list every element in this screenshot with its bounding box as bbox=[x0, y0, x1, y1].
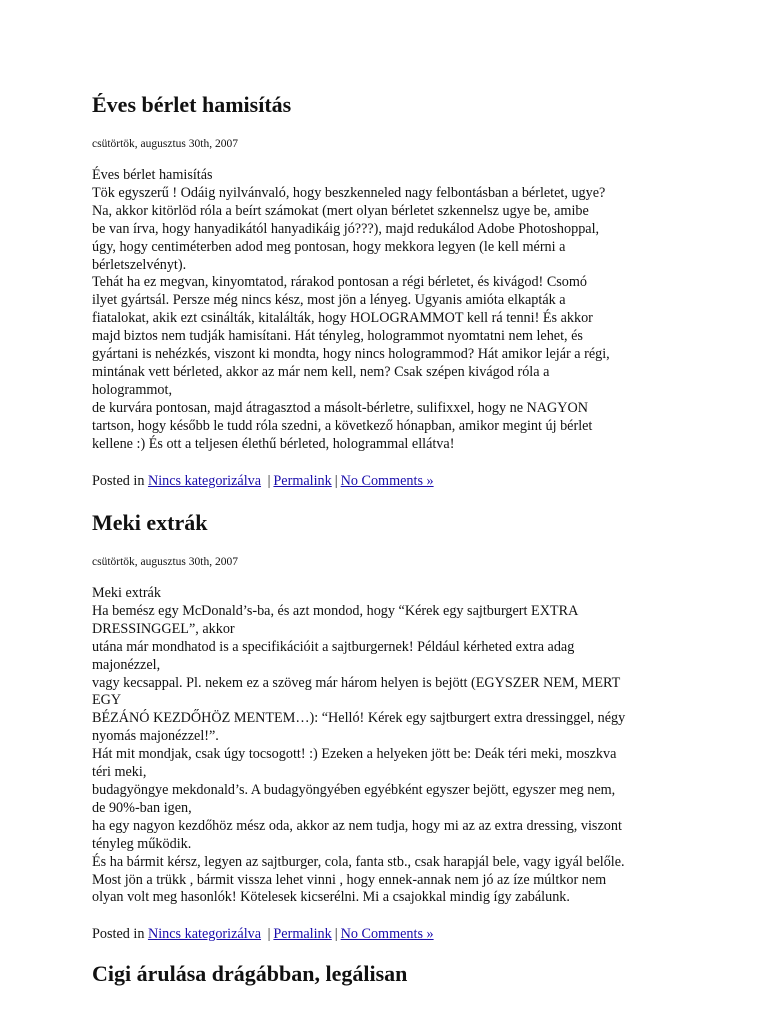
posted-in-label: Posted in bbox=[92, 473, 145, 489]
category-link[interactable]: Nincs kategorizálva bbox=[147, 473, 262, 489]
body-line: vagy kecsappal. Pl. nekem ez a szöveg már három helyen is bejött (EGYSZER NEM, MERT bbox=[92, 674, 621, 691]
post-body bbox=[92, 585, 682, 907]
body-line: úgy, hogy centiméterben adod meg pontosan, hogy mekkora legyen (le kell mérni a bbox=[92, 238, 566, 255]
body-line: hologrammot, bbox=[92, 381, 172, 398]
separator: | bbox=[267, 926, 271, 942]
post-date: csütörtök, augusztus 30th, 2007 bbox=[92, 556, 238, 568]
body-line: majd biztos nem tudják hamisítani. Hát tényleg, hologrammot nyomtatni nem lehet, és bbox=[92, 328, 583, 345]
body-line: olyan volt meg hasonlók! Kötelesek kicserélni. Mi a csajokkal mindig így zabálunk. bbox=[92, 889, 570, 906]
body-line: BÉZÁNÓ KEZDŐHÖZ MENTEM…): “Helló! Kérek egy sajtburgert extra dressinggel, négy bbox=[92, 710, 626, 727]
separator: | bbox=[334, 926, 338, 942]
comments-link[interactable]: No Comments » bbox=[340, 473, 434, 489]
body-line: budagyöngye mekdonald’s. A budagyöngyében egyébként egyszer bejött, egyszer meg nem, bbox=[92, 781, 616, 798]
body-line: fiatalokat, akik ezt csinálták, kitalálták, hogy HOLOGRAMMOT kell rá tenni! És akkor bbox=[92, 310, 593, 327]
body-line: EGY bbox=[92, 692, 122, 709]
body-line: bérletszelvényt). bbox=[92, 256, 187, 273]
post-title[interactable]: Meki extrák bbox=[92, 510, 208, 535]
body-line: Most jön a trükk , bármit vissza lehet vinni , hogy ennek-annak nem jó az íze múltkor nem bbox=[92, 871, 607, 888]
body-line: És ha bármit kérsz, legyen az sajtburger, cola, fanta stb., csak harapjál bele, vagy igyál belőle. bbox=[92, 853, 625, 870]
body-line: nyomás majonézzel!”. bbox=[92, 728, 219, 745]
body-line: mintának vett bérleted, akkor az már nem kell, nem? Csak szépen kivágod róla a bbox=[92, 363, 550, 380]
body-line: ilyet gyártsál. Persze még nincs kész, most jön a lényeg. Ugyanis amióta elkapták a bbox=[92, 292, 566, 309]
body-line: ha egy nagyon kezdőhöz mész oda, akkor az nem tudja, hogy mi az az extra dressing, viszont bbox=[92, 817, 622, 834]
permalink-link[interactable]: Permalink bbox=[273, 926, 332, 942]
body-line: Hát mit mondjak, csak úgy tocsogott! :) Ezeken a helyeken jött be: Deák téri meki, moszkva bbox=[92, 746, 617, 763]
body-line: DRESSINGGEL”, akkor bbox=[92, 620, 235, 637]
body-line: kellene :) És ott a teljesen élethű bérleted, hologrammal ellátva! bbox=[92, 435, 455, 452]
body-line: Tök egyszerű ! Odáig nyilvánvaló, hogy beszkenneled nagy felbontásban a bérletet, ugye? bbox=[92, 184, 606, 201]
body-line: Ha bemész egy McDonald’s-ba, és azt mondod, hogy “Kérek egy sajtburgert EXTRA bbox=[92, 602, 579, 619]
separator: | bbox=[267, 473, 271, 489]
post-title[interactable]: Éves bérlet hamisítás bbox=[92, 92, 292, 117]
body-line: majonézzel, bbox=[92, 656, 161, 673]
body-line: be van írva, hogy hanyadikától hanyadikáig jó???), majd redukálod Adobe Photoshoppal, bbox=[92, 220, 600, 237]
body-line: utána már mondhatod is a specifikációit a sajtburgernek! Például kérheted extra adag bbox=[92, 638, 575, 655]
post-meta bbox=[92, 472, 434, 490]
category-link[interactable]: Nincs kategorizálva bbox=[147, 926, 262, 942]
body-line: Meki extrák bbox=[92, 585, 161, 601]
body-line: Na, akkor kitörlöd róla a beírt számokat (mert olyan bérletet szkennelsz ugye be, amibe bbox=[92, 202, 589, 219]
body-line: de 90%-ban igen, bbox=[92, 799, 192, 816]
permalink-link[interactable]: Permalink bbox=[273, 473, 332, 489]
post-meta bbox=[92, 925, 434, 943]
body-line: de kurvára pontosan, majd átragasztod a másolt-bérletre, sulifixxel, hogy ne NAGYON bbox=[92, 399, 589, 416]
body-line: téri meki, bbox=[92, 764, 147, 781]
body-line: gyártani is nehézkés, viszont ki mondta, hogy nincs hologrammod? Hát amikor lejár a régi, bbox=[92, 346, 610, 363]
post-body bbox=[92, 167, 682, 454]
body-line: Éves bérlet hamisítás bbox=[92, 167, 213, 183]
body-line: Tehát ha ez megvan, kinyomtatod, rárakod pontosan a régi bérletet, és kivágod! Csomó bbox=[92, 274, 588, 291]
post-date: csütörtök, augusztus 30th, 2007 bbox=[92, 138, 238, 150]
posted-in-label: Posted in bbox=[92, 926, 145, 942]
post-title[interactable]: Cigi árulása drágábban, legálisan bbox=[92, 961, 408, 986]
body-line: tényleg működik. bbox=[92, 835, 192, 852]
body-line: tartson, hogy később le tudd róla szedni, a következő hónapban, amikor megint új bérlet bbox=[92, 417, 593, 434]
comments-link[interactable]: No Comments » bbox=[340, 926, 434, 942]
separator: | bbox=[334, 473, 338, 489]
